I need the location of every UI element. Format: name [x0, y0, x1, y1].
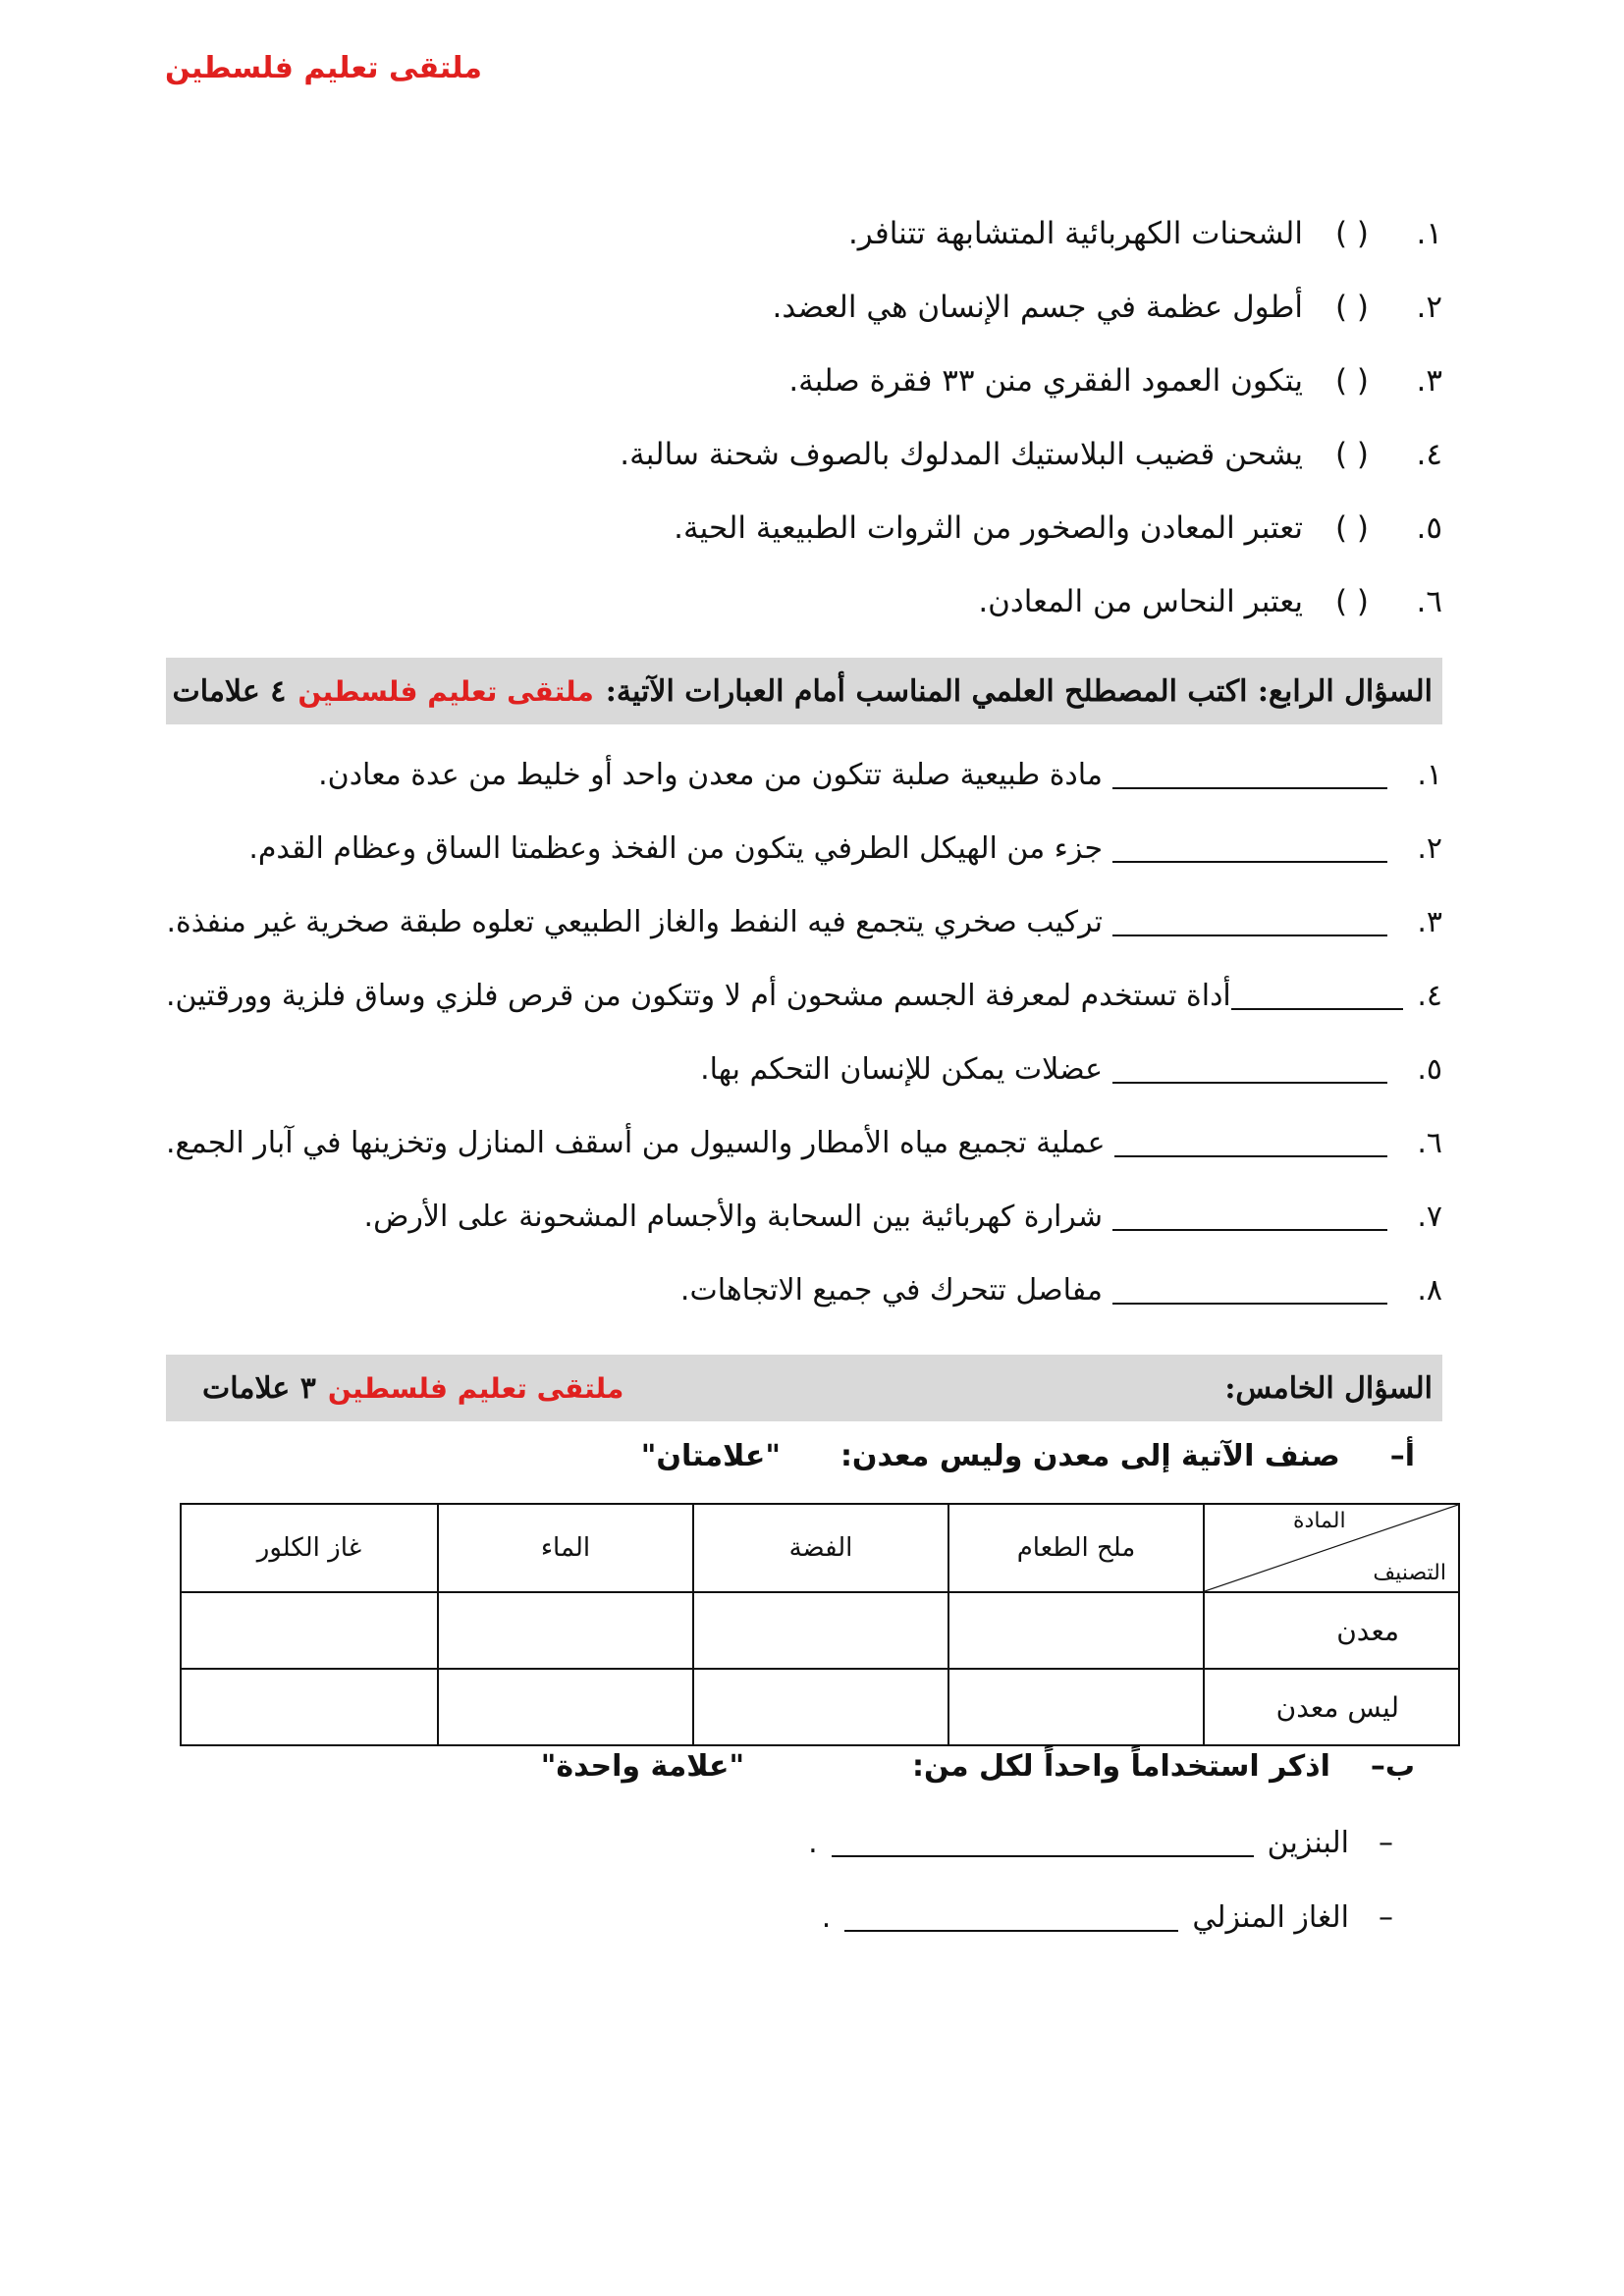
list-item [166, 196, 1442, 270]
item-text: يتكون العمود الفقري منن ٣٣ فقرة صلبة. [788, 362, 1303, 399]
item-text: يعتبر النحاس من المعادن. [978, 583, 1303, 619]
site-watermark: ملتقى تعليم فلسطين [165, 51, 482, 85]
part-a-instruction: صنف الآتية إلى معدن وليس معدن: [839, 1439, 1340, 1473]
item-text: عضلات يمكن للإنسان التحكم بها. [700, 1052, 1103, 1087]
answer-parentheses[interactable]: ( ) [1334, 436, 1370, 472]
true-false-list [166, 196, 1442, 638]
table-column-header: ملح الطعام [948, 1504, 1204, 1592]
table-column-header: غاز الكلور [181, 1504, 438, 1592]
table-column-header: الفضة [693, 1504, 948, 1592]
item-number: ٢. [1416, 289, 1442, 325]
question4-title: السؤال الرابع: اكتب المصطلح العلمي المناسب أمام العبارات الآتية: [605, 673, 1433, 709]
item-end: . [808, 1826, 818, 1860]
list-item [166, 1106, 1442, 1180]
question4-list [166, 738, 1442, 1327]
question5-watermark: ملتقى تعليم فلسطين [327, 1371, 624, 1405]
part-a-heading [641, 1439, 1415, 1473]
item-text: الشحنات الكهربائية المتشابهة تتنافر. [847, 215, 1303, 251]
answer-blank[interactable] [844, 1904, 1178, 1932]
answer-blank[interactable] [1112, 1277, 1387, 1305]
list-item [166, 1033, 1442, 1106]
table-answer-cell[interactable] [438, 1669, 693, 1745]
item-number: ٥. [1417, 1052, 1442, 1087]
item-text: يشحن قضيب البلاستيك المدلوك بالصوف شحنة سالبة. [620, 436, 1303, 472]
answer-parentheses[interactable]: ( ) [1334, 362, 1370, 399]
table-row [181, 1592, 1459, 1669]
part-b-heading [541, 1749, 1415, 1784]
item-number: ٤. [1417, 979, 1442, 1013]
answer-blank[interactable] [1112, 835, 1387, 863]
list-item [166, 959, 1442, 1033]
item-number: ١. [1416, 215, 1442, 251]
item-text: مادة طبيعية صلبة تتكون من معدن واحد أو خليط من عدة معادن. [318, 758, 1103, 792]
question4-header [166, 658, 1442, 724]
answer-blank[interactable] [1114, 1130, 1387, 1157]
item-text: الغاز المنزلي [1192, 1900, 1349, 1935]
item-text: أطول عظمة في جسم الإنسان هي العضد. [772, 289, 1303, 325]
answer-parentheses[interactable]: ( ) [1334, 289, 1370, 325]
item-end: . [821, 1900, 832, 1935]
item-text: شرارة كهربائية بين السحابة والأجسام المشحونة على الأرض. [363, 1200, 1103, 1234]
table-answer-cell[interactable] [181, 1592, 438, 1669]
item-number: ٨. [1417, 1273, 1442, 1308]
part-b-instruction: اذكر استخداماً واحداً لكل من: [912, 1749, 1330, 1784]
answer-blank[interactable] [1112, 1203, 1387, 1231]
table-corner-cell [1204, 1504, 1459, 1592]
use-item [808, 1826, 1393, 1860]
list-item [166, 1254, 1442, 1327]
item-dash: – [1379, 1826, 1393, 1860]
answer-blank[interactable] [832, 1830, 1254, 1857]
part-a-label: أ– [1389, 1439, 1415, 1473]
answer-blank[interactable] [1112, 1056, 1387, 1084]
item-number: ٧. [1417, 1200, 1442, 1234]
use-item [822, 1900, 1393, 1935]
item-number: ٤. [1416, 436, 1442, 472]
table-answer-cell[interactable] [693, 1592, 948, 1669]
question5-title: السؤال الخامس: [1224, 1370, 1433, 1406]
question4-marks: ٤ علامات [172, 673, 287, 709]
item-number: ٥. [1416, 509, 1442, 546]
list-item [166, 417, 1442, 491]
list-item [166, 344, 1442, 417]
item-number: ٢. [1417, 831, 1442, 866]
list-item [166, 564, 1442, 638]
answer-blank[interactable] [1112, 762, 1387, 789]
table-header-row [181, 1504, 1459, 1592]
part-a-marks: "علامتان" [640, 1439, 782, 1473]
item-text: مفاصل تتحرك في جميع الاتجاهات. [679, 1273, 1103, 1308]
table-column-header: الماء [438, 1504, 693, 1592]
table-answer-cell[interactable] [693, 1669, 948, 1745]
item-text: أداة تستخدم لمعرفة الجسم مشحون أم لا وتتكون من قرص فلزي وساق فلزية وورقتين. [166, 979, 1231, 1013]
question4-watermark: ملتقى تعليم فلسطين [298, 674, 594, 708]
answer-parentheses[interactable]: ( ) [1334, 215, 1370, 251]
table-answer-cell[interactable] [181, 1669, 438, 1745]
list-item [166, 270, 1442, 344]
item-number: ١. [1417, 758, 1442, 792]
list-item [166, 812, 1442, 885]
item-number: ٦. [1417, 1126, 1442, 1160]
item-text: جزء من الهيكل الطرفي يتكون من الفخذ وعظمتا الساق وعظام القدم. [248, 831, 1103, 866]
table-answer-cell[interactable] [948, 1669, 1204, 1745]
item-text: تعتبر المعادن والصخور من الثروات الطبيعية الحية. [674, 509, 1303, 546]
list-item [166, 738, 1442, 812]
item-number: ٣. [1416, 362, 1442, 399]
item-number: ٣. [1417, 905, 1442, 939]
question5-marks: ٣ علامات [202, 1370, 316, 1406]
corner-bottom-label: التصنيف [1373, 1561, 1446, 1585]
table-row-label: ليس معدن [1204, 1669, 1459, 1745]
item-text: تركيب صخري يتجمع فيه النفط والغاز الطبيعي تعلوه طبقة صخرية غير منفذة. [166, 905, 1103, 939]
item-dash: – [1379, 1900, 1393, 1935]
part-b-marks: "علامة واحدة" [540, 1749, 745, 1784]
answer-parentheses[interactable]: ( ) [1334, 509, 1370, 546]
item-text: عملية تجميع مياه الأمطار والسيول من أسقف المنازل وتخزينها في آبار الجمع. [166, 1126, 1106, 1160]
answer-blank[interactable] [1231, 983, 1403, 1010]
question5-header [166, 1355, 1442, 1421]
item-number: ٦. [1416, 583, 1442, 619]
classification-table [180, 1503, 1460, 1746]
part-b-label: ب– [1370, 1749, 1415, 1784]
table-answer-cell[interactable] [948, 1592, 1204, 1669]
list-item [166, 885, 1442, 959]
table-row-label: معدن [1204, 1592, 1459, 1669]
table-answer-cell[interactable] [438, 1592, 693, 1669]
table-row [181, 1669, 1459, 1745]
list-item [166, 1180, 1442, 1254]
list-item [166, 491, 1442, 564]
answer-blank[interactable] [1112, 909, 1387, 936]
corner-top-label: المادة [1293, 1509, 1346, 1533]
item-text: البنزين [1267, 1826, 1349, 1860]
answer-parentheses[interactable]: ( ) [1334, 583, 1370, 619]
